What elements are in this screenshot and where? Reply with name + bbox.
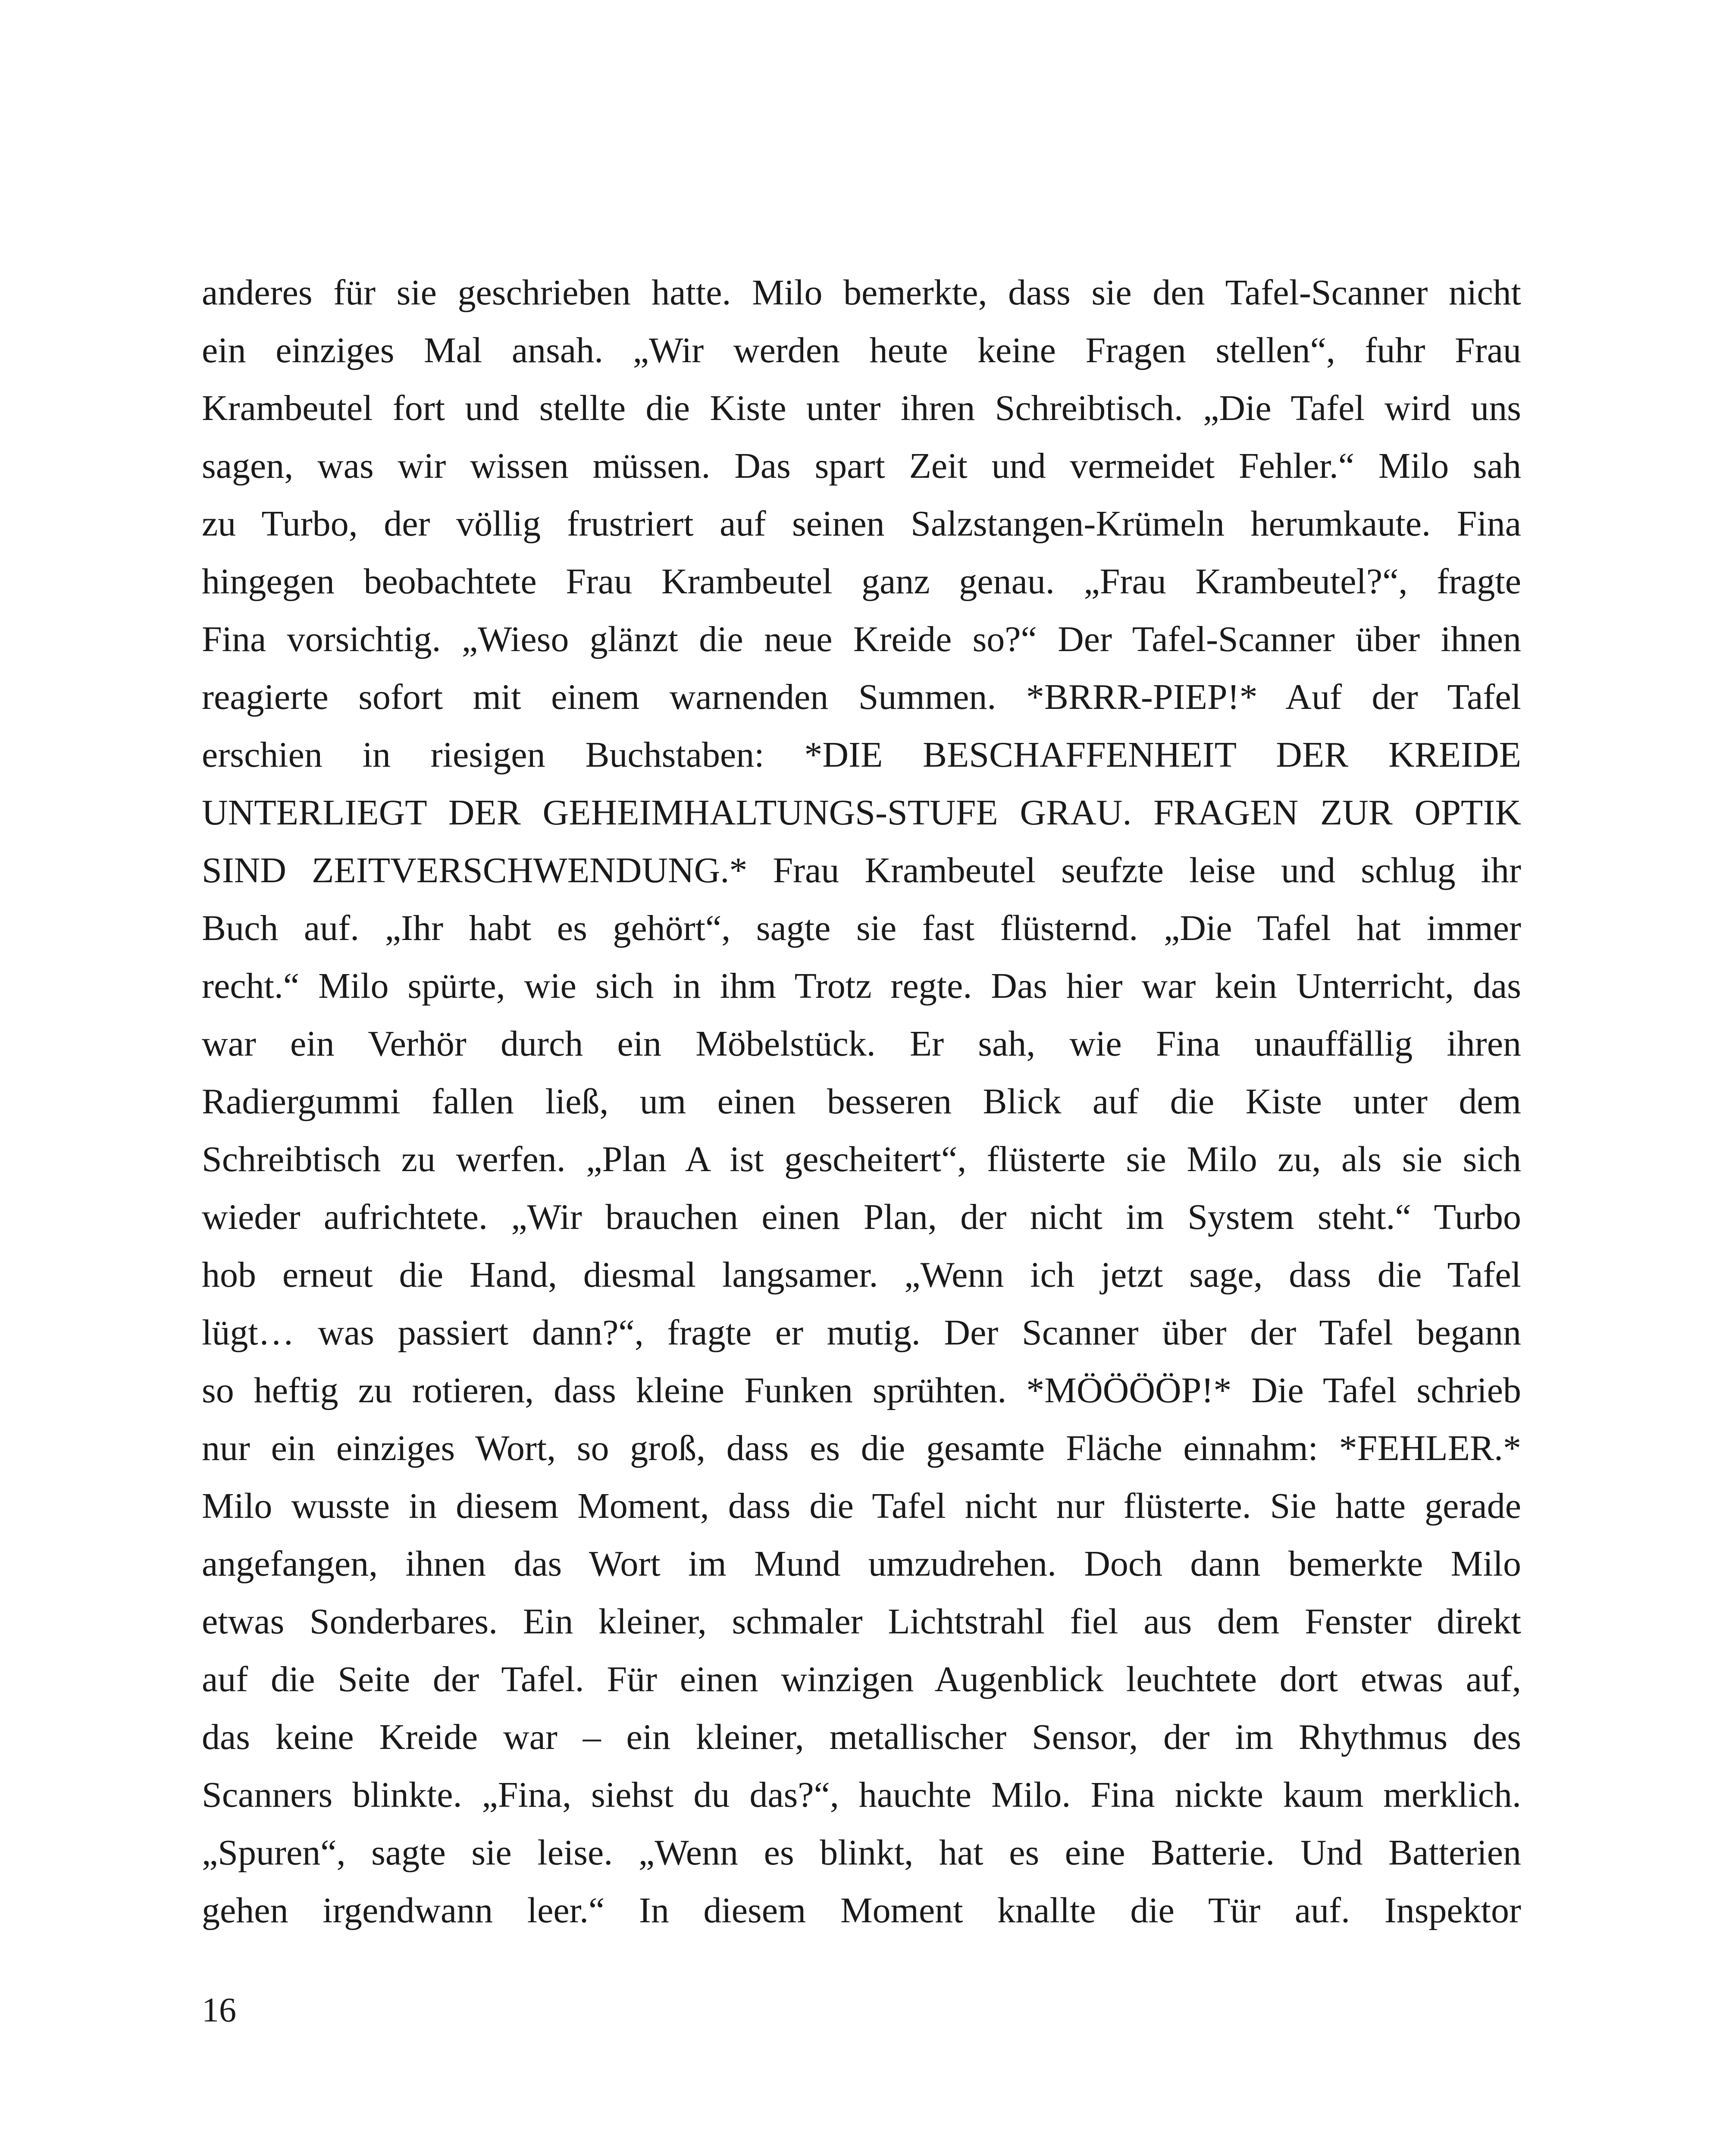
text-line: wieder aufrichtete. „Wir brauchen einen Plan, der nicht im System steht.“ Turbo bbox=[202, 1197, 1521, 1237]
text-line: SIND ZEITVERSCHWENDUNG.* Frau Krambeutel seufzte leise und schlug ihr bbox=[202, 850, 1521, 890]
text-line: lügt… was passiert dann?“, fragte er mutig. Der Scanner über der Tafel begann bbox=[202, 1313, 1521, 1353]
text-line: gehen irgendwann leer.“ In diesem Moment knallte die Tür auf. Inspektor bbox=[202, 1890, 1521, 1930]
text-line: Buch auf. „Ihr habt es gehört“, sagte sie fast flüsternd. „Die Tafel hat immer bbox=[202, 908, 1521, 948]
text-line: erschien in riesigen Buchstaben: *DIE BESCHAFFENHEIT DER KREIDE bbox=[202, 735, 1521, 775]
text-line: war ein Verhör durch ein Möbelstück. Er sah, wie Fina unauffällig ihren bbox=[202, 1024, 1521, 1064]
text-line: Krambeutel fort und stellte die Kiste unter ihren Schreibtisch. „Die Tafel wird uns bbox=[202, 388, 1521, 428]
text-line: hob erneut die Hand, diesmal langsamer. „Wenn ich jetzt sage, dass die Tafel bbox=[202, 1255, 1521, 1295]
text-line: auf die Seite der Tafel. Für einen winzigen Augenblick leuchtete dort etwas auf, bbox=[202, 1659, 1521, 1699]
text-line: angefangen, ihnen das Wort im Mund umzudrehen. Doch dann bemerkte Milo bbox=[202, 1544, 1521, 1584]
text-line: anderes für sie geschrieben hatte. Milo bemerkte, dass sie den Tafel-Scanner nicht bbox=[202, 273, 1521, 313]
text-line: UNTERLIEGT DER GEHEIMHALTUNGS-STUFE GRAU. FRAGEN ZUR OPTIK bbox=[202, 793, 1521, 833]
text-line: etwas Sonderbares. Ein kleiner, schmaler Lichtstrahl fiel aus dem Fenster direkt bbox=[202, 1601, 1521, 1642]
text-line: Scanners blinkte. „Fina, siehst du das?“, hauchte Milo. Fina nickte kaum merklich. bbox=[202, 1775, 1521, 1815]
text-line: ein einziges Mal ansah. „Wir werden heute keine Fragen stellen“, fuhr Frau bbox=[202, 330, 1521, 370]
text-line: Radiergummi fallen ließ, um einen besseren Blick auf die Kiste unter dem bbox=[202, 1081, 1521, 1122]
text-line: Schreibtisch zu werfen. „Plan A ist gescheitert“, flüsterte sie Milo zu, als sie sich bbox=[202, 1139, 1521, 1179]
text-line: das keine Kreide war – ein kleiner, metallischer Sensor, der im Rhythmus des bbox=[202, 1717, 1521, 1757]
text-line: zu Turbo, der völlig frustriert auf seinen Salzstangen-Krümeln herumkaute. Fina bbox=[202, 504, 1521, 544]
text-line: recht.“ Milo spürte, wie sich in ihm Trotz regte. Das hier war kein Unterricht, das bbox=[202, 966, 1521, 1006]
body-text bbox=[202, 264, 1521, 1940]
page-number: 16 bbox=[202, 1991, 236, 2029]
text-line: Fina vorsichtig. „Wieso glänzt die neue Kreide so?“ Der Tafel-Scanner über ihnen bbox=[202, 619, 1521, 659]
text-line: sagen, was wir wissen müssen. Das spart Zeit und vermeidet Fehler.“ Milo sah bbox=[202, 446, 1521, 486]
text-line: hingegen beobachtete Frau Krambeutel ganz genau. „Frau Krambeutel?“, fragte bbox=[202, 561, 1521, 602]
text-line: reagierte sofort mit einem warnenden Summen. *BRRR-PIEP!* Auf der Tafel bbox=[202, 677, 1521, 717]
text-line: „Spuren“, sagte sie leise. „Wenn es blinkt, hat es eine Batterie. Und Batterien bbox=[202, 1833, 1521, 1873]
text-line: Milo wusste in diesem Moment, dass die Tafel nicht nur flüsterte. Sie hatte gerade bbox=[202, 1486, 1521, 1526]
text-line: nur ein einziges Wort, so groß, dass es die gesamte Fläche einnahm: *FEHLER.* bbox=[202, 1428, 1521, 1468]
text-line: so heftig zu rotieren, dass kleine Funken sprühten. *MÖÖÖÖP!* Die Tafel schrieb bbox=[202, 1370, 1521, 1410]
